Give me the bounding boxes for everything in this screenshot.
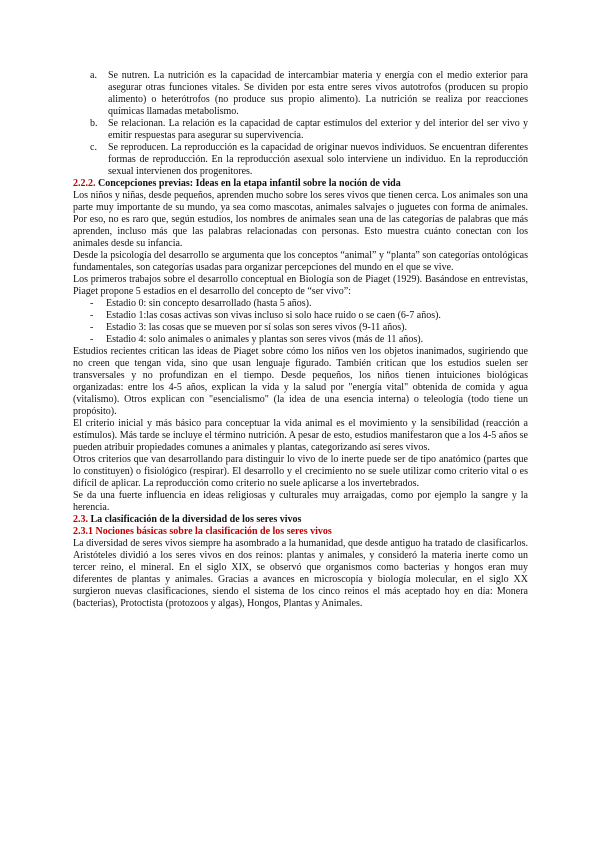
list-marker: - bbox=[90, 310, 94, 321]
list-item bbox=[73, 142, 528, 178]
list-item bbox=[73, 70, 528, 118]
section-number: 2.3.1 bbox=[73, 526, 93, 537]
list-marker: - bbox=[90, 322, 94, 333]
paragraph: Los niños y niñas, desde pequeños, aprenden mucho sobre los seres vivos que tienen cerca. Los animales son una parte muy importante de su mundo, ya sea como mascotas, animales salvajes o juguetes con forma de animales. Por eso, no es raro que, según estudios, los nombres de animales sean una de las categorías de palabras que más aprenden, incluso más que las palabras relacionadas con personas. Esto muestra cuánto conectan con los animales desde su infancia. bbox=[73, 190, 528, 249]
list-marker: - bbox=[90, 334, 94, 345]
section-title: La clasificación de la diversidad de los seres vivos bbox=[90, 514, 302, 525]
list-item-text: Estadio 4: solo animales o animales y plantas son seres vivos (más de 11 años). bbox=[106, 334, 424, 345]
paragraph: Estudios recientes critican las ideas de Piaget sobre cómo los niños ven los objetos inanimados, sugiriendo que no creen que tengan vida, sino que usan lenguaje figurado. También critican que los estudios suelen ser transversales y no profundizan en el tiempo. Desde pequeños, los niños tienen intuiciones biológicas organizadas: entre los 4-5 años, explican la vida y la salud por "energía vital" obtenida de comida y agua (vitalismo). Otros explican con "esencialismo" (la idea de una esencia interna) o teleología (todo tiene un propósito). bbox=[73, 346, 528, 417]
list-item-text: Estadio 3: las cosas que se mueven por sí solas son seres vivos (9-11 años). bbox=[106, 322, 407, 333]
paragraph: Desde la psicología del desarrollo se argumenta que los conceptos “animal” y “planta” son categorías ontológicas fundamentales, son categorías usadas para organizar percepciones del mundo en el que se vive. bbox=[73, 250, 528, 273]
list-item bbox=[73, 322, 528, 334]
section-number: 2.2.2. bbox=[73, 178, 96, 189]
list-item bbox=[73, 298, 528, 310]
list-item bbox=[73, 118, 528, 142]
section-heading-2-3 bbox=[73, 514, 528, 526]
paragraph: El criterio inicial y más básico para conceptuar la vida animal es el movimiento y la sensibilidad (reacción a estímulos). Más tarde se incluye el término nutrición. A pesar de esto, estudios manifestaron que a los 4-5 años se pueden atribuir propiedades comunes a animales y plantas, categorizando así seres vivos. bbox=[73, 418, 528, 453]
section-number: 2.3. bbox=[73, 514, 88, 525]
list-item bbox=[73, 334, 528, 346]
section-title: Nociones básicas sobre la clasificación de los seres vivos bbox=[95, 526, 332, 537]
list-item-text: Se nutren. La nutrición es la capacidad de intercambiar materia y energía con el medio exterior para asegurar otras funciones vitales. Se dividen por esta entre seres vivos autotrofos (producen su propio alimento) o heterótrofos (no produce sus propio alimento). La nutrición se realiza por reacciones químicas llamadas metabolismo. bbox=[108, 70, 528, 117]
list-item-text: Se reproducen. La reproducción es la capacidad de originar nuevos individuos. Se encuentran diferentes formas de reproducción. En la reproducción asexual solo interviene un individuo. En la reproducción sexual intervienen dos progenitores. bbox=[108, 142, 528, 177]
paragraph: Los primeros trabajos sobre el desarrollo conceptual en Biología son de Piaget (1929). Basándose en entrevistas, Piaget propone 5 estadios en el desarrollo del concepto de “ser vivo”: bbox=[73, 274, 528, 297]
section-title: Concepciones previas: Ideas en la etapa infantil sobre la noción de vida bbox=[98, 178, 401, 189]
list-marker: c. bbox=[90, 142, 97, 153]
list-item bbox=[73, 310, 528, 322]
list-item-text: Estadio 1:las cosas activas son vivas incluso si solo hace ruido o se caen (6-7 años). bbox=[106, 310, 441, 321]
piaget-stages-list bbox=[73, 298, 528, 346]
paragraph: La diversidad de seres vivos siempre ha asombrado a la humanidad, que desde antiguo ha tratado de clasificarlos. Aristóteles dividió a los seres vivos en dos reinos: plantas y animales, y consideró la materia inerte como un tercer reino, el mineral. En el siglo XIX, se observó que organismos como bacterias y hongos eran muy diferentes de plantas y animales. Gracias a avances en microscopía y biología molecular, en el siglo XX surgieron nuevas clasificaciones, siendo el sistema de los cinco reinos el más aceptado hoy en día: Monera (bacterias), Protoctista (protozoos y algas), Hongos, Plantas y Animales. bbox=[73, 538, 528, 609]
list-marker: b. bbox=[90, 118, 98, 129]
life-functions-list bbox=[73, 70, 528, 178]
list-item-text: Estadio 0: sin concepto desarrollado (hasta 5 años). bbox=[106, 298, 312, 309]
paragraph: Se da una fuerte influencia en ideas religiosas y culturales muy arraigadas, como por ejemplo la sangre y la herencia. bbox=[73, 490, 528, 513]
section-heading-2-2-2 bbox=[73, 178, 528, 190]
list-marker: - bbox=[90, 298, 94, 309]
paragraph: Otros criterios que van desarrollando para distinguir lo vivo de lo inerte puede ser de tipo anatómico (partes que lo constituyen) o fisiológico (respirar). El desarrollo y el crecimiento no se suele utilizar como criterio vital o es difícil de aplicar. La reproducción como criterio no suele aplicarse a los invertebrados. bbox=[73, 454, 528, 489]
list-marker: a. bbox=[90, 70, 97, 81]
list-item-text: Se relacionan. La relación es la capacidad de captar estímulos del exterior y del interior del ser vivo y emitir respuestas para asegurar su supervivencia. bbox=[108, 118, 528, 141]
section-heading-2-3-1 bbox=[73, 526, 528, 538]
